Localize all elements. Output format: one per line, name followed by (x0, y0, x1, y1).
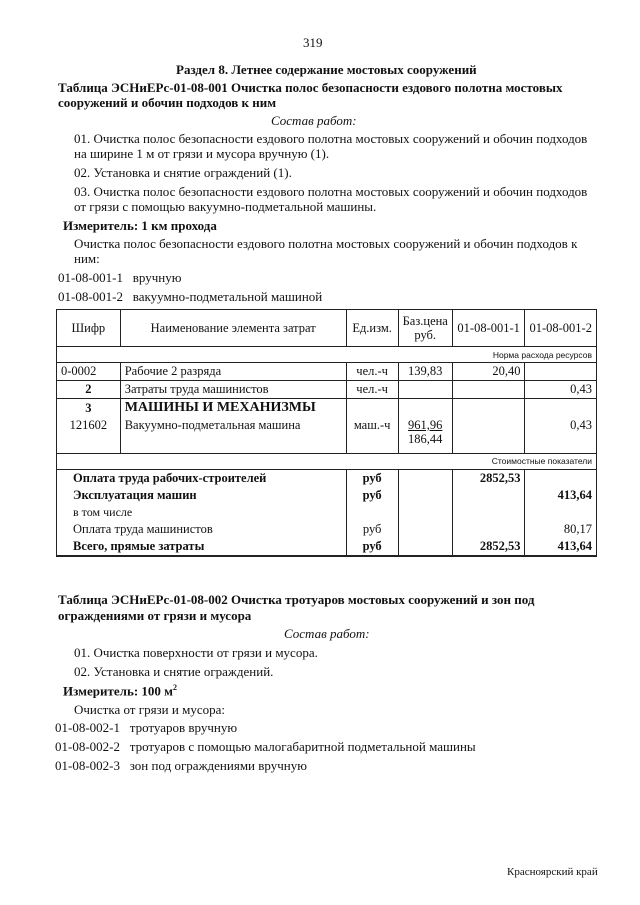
cost-label: Стоимостные показатели (57, 453, 597, 469)
table2-title-line1: Таблица ЭСНиЕРс-01-08-002 Очистка тротуаров мостовых сооружений и зон под (58, 592, 535, 607)
norm-label-row (57, 347, 597, 363)
footer-region: Красноярский край (507, 866, 598, 878)
table1-work-3b: от грязи с помощью вакуумно-подметальной машины. (74, 199, 377, 214)
resource-table (56, 309, 597, 557)
table2-code-3: 01-08-002-3 зон под ограждениями вручную (55, 758, 307, 773)
table1-title-line2: сооружений и обочин подходов к ним (58, 95, 277, 110)
table-row: 2 Затраты труда машинистов чел.-ч 0,43 (57, 381, 597, 399)
table-row: 0-0002 Рабочие 2 разряда чел.-ч 139,83 20,40 (57, 363, 597, 381)
table1-work-2: 02. Установка и снятие ограждений (1). (74, 165, 292, 180)
table2-measure: Измеритель: 100 $м^2$ (63, 683, 178, 699)
norm-label: Норма расхода ресурсов (57, 347, 597, 363)
table2-desc: Очистка от грязи и мусора: (74, 702, 225, 717)
table1-code-2: 01-08-001-2 вакуумно-подметальной машиной (58, 289, 323, 304)
header-col2: 01-08-001-2 (525, 310, 597, 347)
table-row: Оплата труда рабочих-строителей руб 2852,53 (57, 469, 597, 487)
page-number: 319 (303, 35, 323, 50)
table1-desc-line1: Очистка полос безопасности ездового полотна мостовых сооружений и обочин подходов к (74, 236, 578, 251)
table2-sostav: Состав работ: (284, 626, 370, 641)
header-code: Шифр (57, 310, 121, 347)
table-row: в том числе (57, 504, 597, 521)
table1-title-line1: Таблица ЭСНиЕРс-01-08-001 Очистка полос безопасности ездового полотна мостовых (58, 80, 563, 95)
table1-desc-line2: ним: (74, 251, 100, 266)
machine-price-1: 961,96 (408, 418, 443, 432)
header-price: Баз.цена руб. (398, 310, 452, 347)
table1-measure: Измеритель: 1 км прохода (63, 218, 217, 233)
header-unit: Ед.изм. (346, 310, 398, 347)
header-col1: 01-08-001-1 (452, 310, 525, 347)
cost-label-row (57, 453, 597, 469)
table-row: Всего, прямые затраты руб 2852,53 413,64 (57, 538, 597, 556)
table-row: 121602 Вакуумно-подметальная машина маш.-ч 961,96 186,44 0,43 (57, 417, 597, 453)
table2-work-2: 02. Установка и снятие ограждений. (74, 664, 274, 679)
table1-work-3a: 03. Очистка полос безопасности ездового полотна мостовых сооружений и обочин подходов (74, 184, 588, 199)
table2-work-1: 01. Очистка поверхности от грязи и мусора. (74, 645, 318, 660)
table1-work-1b: на ширине 1 м от грязи и мусора вручную (1). (74, 146, 330, 161)
machine-price-2: 186,44 (408, 432, 443, 446)
table-row: Оплата труда машинистов руб 80,17 (57, 521, 597, 538)
table-row: Эксплуатация машин руб 413,64 (57, 487, 597, 504)
table2-code-2: 01-08-002-2 тротуаров с помощью малогабаритной подметальной машины (55, 739, 476, 754)
header-name: Наименование элемента затрат (120, 310, 346, 347)
table1-work-1a: 01. Очистка полос безопасности ездового полотна мостовых сооружений и обочин подходов (74, 131, 588, 146)
table1-sostav: Состав работ: (271, 113, 357, 128)
table2-code-1: 01-08-002-1 тротуаров вручную (55, 720, 238, 735)
table-header-row (57, 310, 597, 347)
table-row: 3 МАШИНЫ И МЕХАНИЗМЫ (57, 399, 597, 418)
table2-title-line2: ограждениями от грязи и мусора (58, 608, 252, 623)
section-title: Раздел 8. Летнее содержание мостовых сооружений (176, 62, 477, 77)
table1-code-1: 01-08-001-1 вручную (58, 270, 182, 285)
